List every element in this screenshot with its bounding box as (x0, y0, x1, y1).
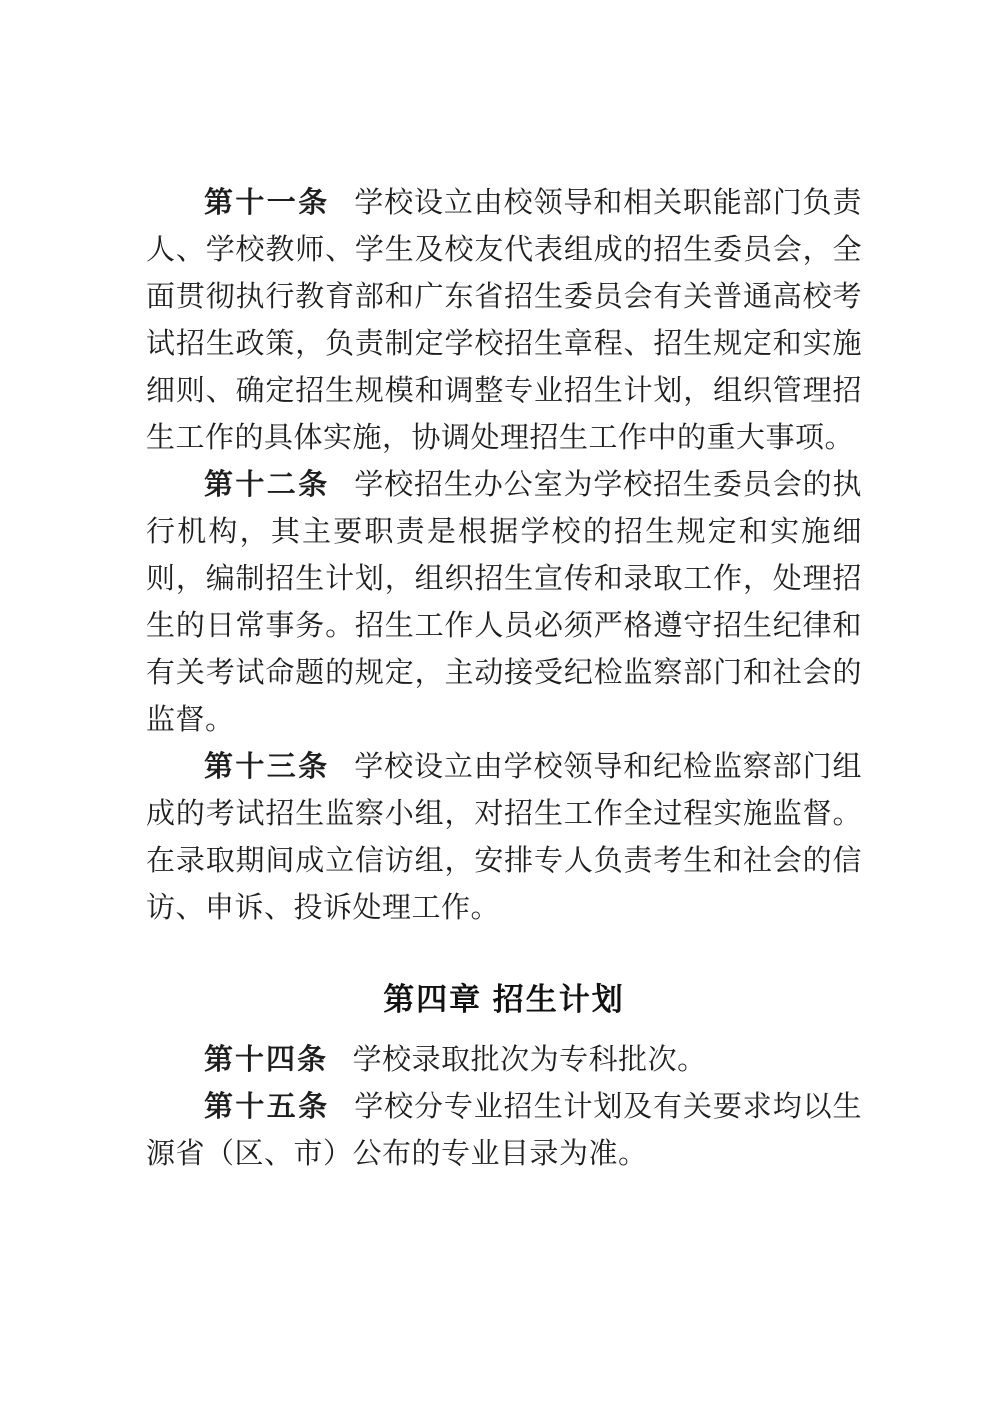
article-11-label: 第十一条 (204, 187, 330, 219)
article-13-text: 学校设立由学校领导和纪检监察部门组成的考试招生监察小组，对招生工作全过程实施监督。在录取期间成立信访组，安排专人负责考生和社会的信访、申诉、投诉处理工作。 (146, 751, 862, 924)
article-11-text: 学校设立由校领导和相关职能部门负责人、学校教师、学生及校友代表组成的招生委员会，全面贯彻执行教育部和广东省招生委员会有关普通高校考试招生政策，负责制定学校招生章程、招生规定和实施细则、确定招生规模和调整专业招生计划，组织管理招生工作的具体实施，协调处理招生工作中的重大事项。 (146, 187, 862, 454)
article-14-text: 学校录取批次为专科批次。 (352, 1044, 707, 1076)
paragraph-article-14 (146, 1037, 862, 1084)
paragraph-article-12 (146, 462, 862, 744)
article-14-label: 第十四条 (204, 1044, 329, 1076)
article-13-label: 第十三条 (204, 751, 330, 783)
paragraph-article-11 (146, 180, 862, 462)
document-body (146, 180, 862, 1178)
paragraph-article-15 (146, 1084, 862, 1178)
paragraph-article-13 (146, 744, 862, 932)
article-12-text: 学校招生办公室为学校招生委员会的执行机构，其主要职责是根据学校的招生规定和实施细则，编制招生计划，组织招生宣传和录取工作，处理招生的日常事务。招生工作人员必须严格遵守招生纪律和有关考试命题的规定，主动接受纪检监察部门和社会的监督。 (146, 469, 862, 736)
article-15-text: 学校分专业招生计划及有关要求均以生源省（区、市）公布的专业目录为准。 (146, 1091, 862, 1170)
article-12-label: 第十二条 (204, 469, 330, 501)
article-15-label: 第十五条 (204, 1091, 330, 1123)
chapter-heading: 第四章 招生计划 (383, 982, 625, 1017)
